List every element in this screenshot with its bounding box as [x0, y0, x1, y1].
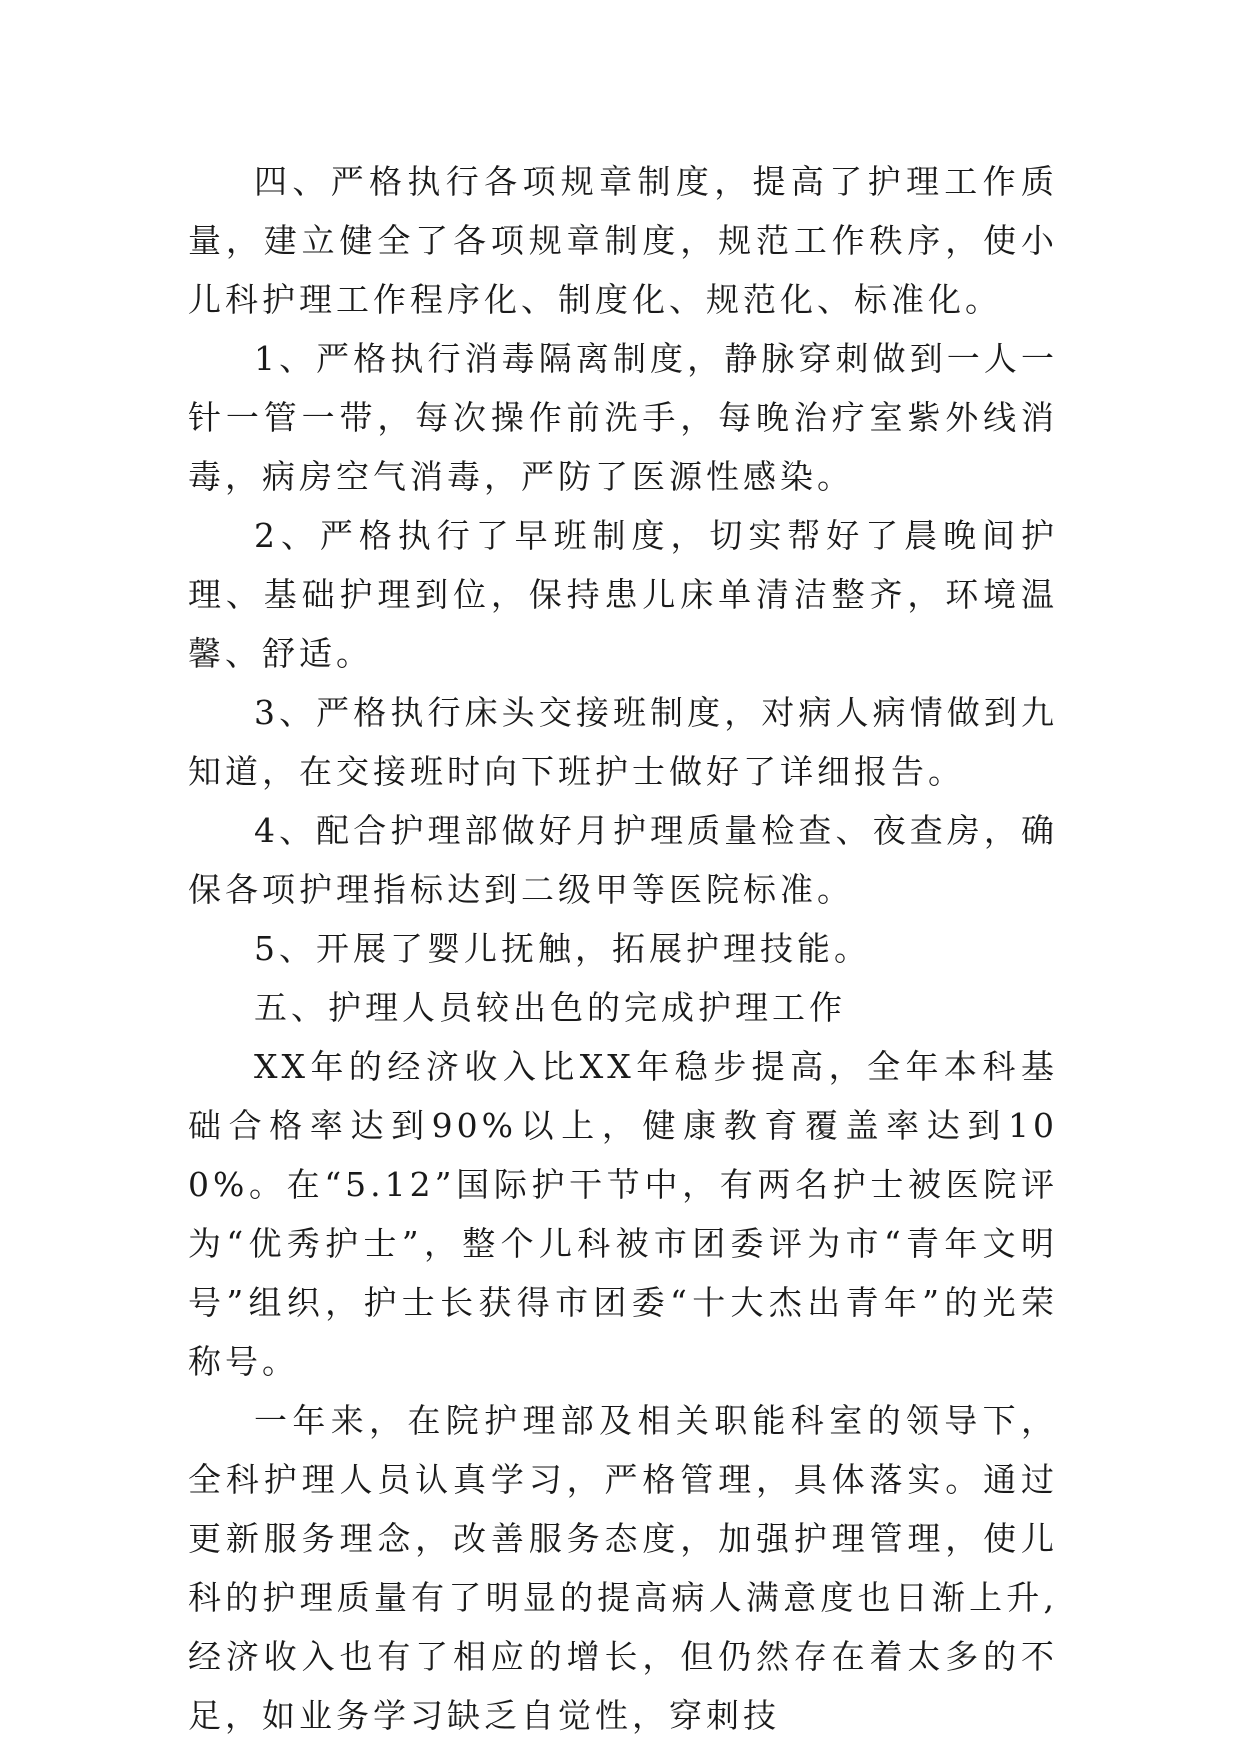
paragraph-item-3: 3、严格执行床头交接班制度，对病人病情做到九知道，在交接班时向下班护士做好了详细报告。	[188, 693, 1058, 791]
paragraph-summary: 一年来，在院护理部及相关职能科室的领导下，全科护理人员认真学习，严格管理，具体落实。通过更新服务理念，改善服务态度，加强护理管理，使儿科的护理质量有了明显的提高病人满意度也日渐上升,经济收入也有了相应的增长，但仍然存在着太多的不足，如业务学习缺乏自觉性，穿刺技	[188, 1401, 1058, 1735]
document-body	[188, 152, 1058, 1745]
paragraph-item-2: 2、严格执行了早班制度，切实帮好了晨晚间护理、基础护理到位，保持患儿床单清洁整齐，环境温馨、舒适。	[188, 516, 1058, 673]
paragraph-item-4: 4、配合护理部做好月护理质量检查、夜查房，确保各项护理指标达到二级甲等医院标准。	[188, 811, 1058, 909]
paragraph-section-four: 四、严格执行各项规章制度，提高了护理工作质量，建立健全了各项规章制度，规范工作秩序，使小儿科护理工作程序化、制度化、规范化、标准化。	[188, 162, 1058, 319]
paragraph-item-1: 1、严格执行消毒隔离制度，静脉穿刺做到一人一针一管一带，每次操作前洗手，每晚治疗室紫外线消毒，病房空气消毒，严防了医源性感染。	[188, 339, 1058, 496]
paragraph-achievements: XX年的经济收入比XX年稳步提高，全年本科基础合格率达到90%以上，健康教育覆盖率达到100%。在“5.12”国际护干节中，有两名护士被医院评为“优秀护士”，整个儿科被市团委评为市“青年文明号”组织，护士长获得市团委“十大杰出青年”的光荣称号。	[188, 1047, 1058, 1381]
paragraph-item-5: 5、开展了婴儿抚触，拓展护理技能。	[254, 929, 871, 968]
paragraph-section-five: 五、护理人员较出色的完成护理工作	[254, 988, 846, 1027]
